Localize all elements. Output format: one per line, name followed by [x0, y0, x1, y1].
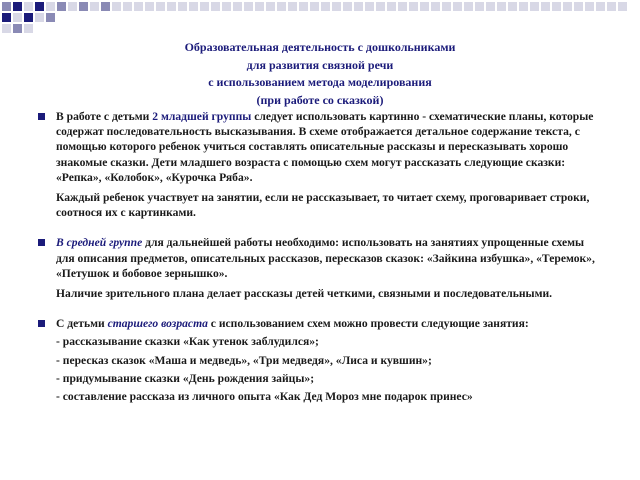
- text-segment: В работе с детьми: [56, 110, 153, 123]
- paragraph: Наличие зрительного плана делает рассказы детей четкими, связными и последовательными.: [56, 287, 553, 301]
- bullet-senior-group: [36, 316, 596, 331]
- title-line: с использованием метода моделирования: [208, 75, 432, 89]
- list-item: - пересказ сказок «Маша и медведь», «Три медведя», «Лиса и кувшин»;: [56, 353, 432, 367]
- group-name-middle: В средней группе: [56, 236, 143, 250]
- paragraph: Каждый ребенок участвует на занятии, если не рассказывает, то читает схему, проговаривает строки, соотнося их с картинками.: [56, 191, 590, 220]
- group-name-junior: 2 младшей группы: [152, 110, 252, 123]
- text-segment: для дальнейшей работы необходимо: использовать на занятиях упрощенные схемы для описания предметов, описательных рассказов, пересказов сказок: «Зайкина избушка», «Теремок», «Петушок и бобовое зернышко».: [56, 236, 595, 280]
- title-line: для развития связной речи: [246, 57, 394, 72]
- title-line: Образовательная деятельность с дошкольниками: [184, 40, 456, 54]
- group-name-senior: старшего возраста: [107, 317, 208, 331]
- bullet-junior-group: [36, 109, 596, 185]
- slide-content: [36, 109, 596, 404]
- slide-title: [0, 39, 640, 109]
- text-segment: с использованием схем можно провести следующие занятия:: [207, 317, 529, 331]
- square-bullet-icon: [38, 239, 45, 246]
- text-segment: следует использовать картинно - схематические планы, которые содержат последовательность высказывания. В схеме отображается детальное содержание текста, с помощью которого ребенок учиться составлять описательные рассказы и пересказывать хорошо знакомые сказки. Дети младшего возраста с помощью схем могут рассказать следующие сказки: «Репка», «Колобок», «Курочка Ряба».: [56, 110, 594, 184]
- list-item: - придумывание сказки «День рождения зайцы»;: [56, 371, 315, 385]
- square-bullet-icon: [38, 113, 45, 120]
- bullet-middle-group: [36, 235, 596, 281]
- list-item: - рассказывание сказки «Как утенок заблудился»;: [56, 335, 319, 349]
- list-item: - составление рассказа из личного опыта «Как Дед Мороз мне подарок принес»: [56, 390, 473, 404]
- square-bullet-icon: [38, 320, 45, 327]
- title-line: (при работе со сказкой): [256, 92, 384, 107]
- text-segment: С детьми: [56, 317, 108, 331]
- decorative-squares: [0, 0, 640, 40]
